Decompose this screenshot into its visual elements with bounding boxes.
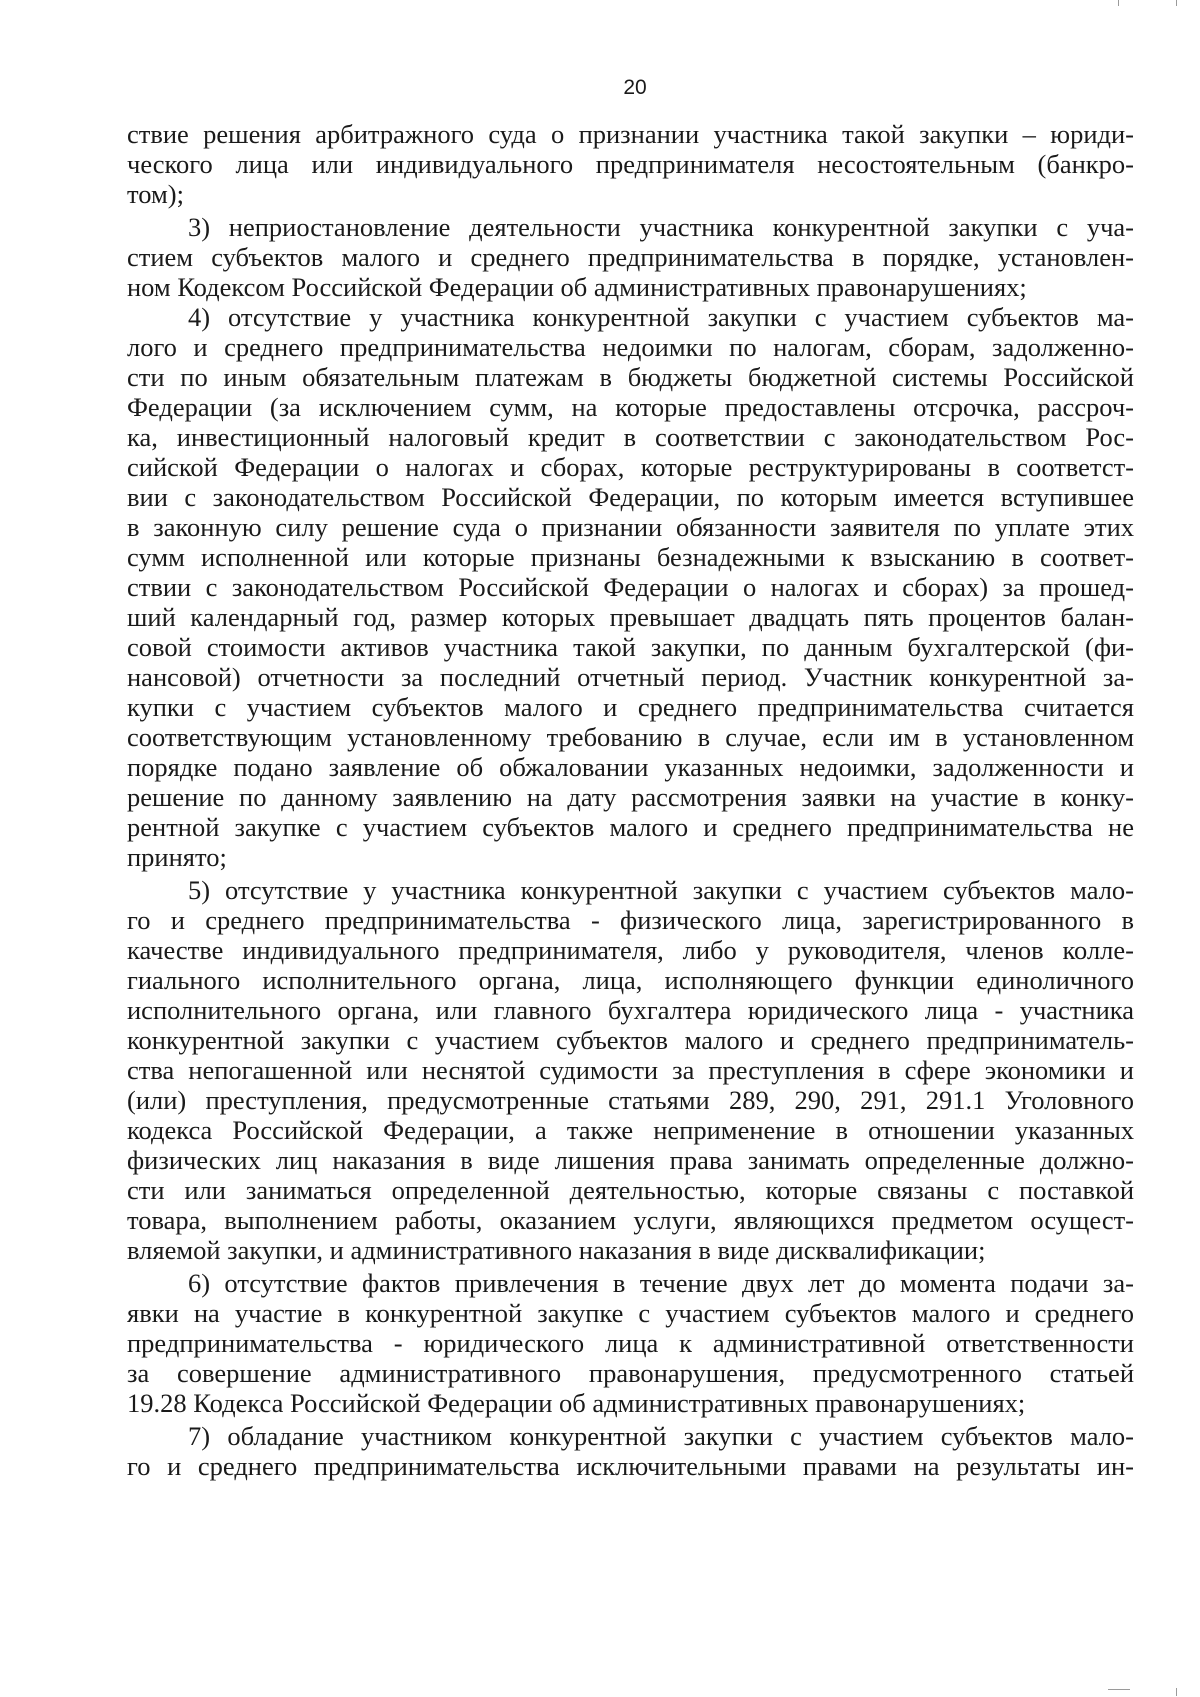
text-line: ном Кодексом Российской Федерации об административных правонарушениях; [127, 272, 1027, 302]
text-line: 6) отсутствие фактов привлечения в течение двух лет до момента подачи за- [188, 1268, 1134, 1298]
text-line: ка, инвестиционный налоговый кредит в соответствии с законодательством Рос- [127, 422, 1134, 452]
text-line: сти по иным обязательным платежам в бюджеты бюджетной системы Российской [127, 362, 1134, 392]
text-line: 4) отсутствие у участника конкурентной закупки с участием субъектов ма- [188, 302, 1134, 332]
text-line: 3) неприостановление деятельности участника конкурентной закупки с уча- [188, 212, 1134, 242]
text-line: вии с законодательством Российской Федерации, по которым имеется вступившее [127, 482, 1134, 512]
text-line: предпринимательства - юридического лица к административной ответственности [127, 1328, 1134, 1358]
text-line: в законную силу решение суда о признании обязанности заявителя по уплате этих [127, 512, 1134, 542]
text-line: стием субъектов малого и среднего предпринимательства в порядке, установлен- [127, 242, 1134, 272]
text-line: лого и среднего предпринимательства недоимки по налогам, сборам, задолженно- [127, 332, 1134, 362]
text-line: го и среднего предпринимательства - физического лица, зарегистрированного в [127, 905, 1134, 935]
text-line: порядке подано заявление об обжаловании указанных недоимки, задолженности и [127, 752, 1134, 782]
text-line: 19.28 Кодекса Российской Федерации об административных правонарушениях; [127, 1388, 1026, 1418]
text-line: решение по данному заявлению на дату рассмотрения заявки на участие в конку- [127, 782, 1134, 812]
text-line: вляемой закупки, и административного наказания в виде дисквалификации; [127, 1235, 986, 1265]
scan-artifact [1108, 1689, 1130, 1690]
text-line: сумм исполненной или которые признаны безнадежными к взысканию в соответ- [127, 542, 1134, 572]
text-line: качестве индивидуального предпринимателя, либо у руководителя, членов колле- [127, 935, 1134, 965]
text-line: сти или заниматься определенной деятельностью, которые связаны с поставкой [127, 1175, 1134, 1205]
text-line: совой стоимости активов участника такой закупки, по данным бухгалтерской (фи- [127, 632, 1134, 662]
text-line: физических лиц наказания в виде лишения права занимать определенные должно- [127, 1145, 1134, 1175]
scan-artifact [1118, 0, 1119, 6]
text-line: конкурентной закупки с участием субъектов малого и среднего предприниматель- [127, 1025, 1134, 1055]
text-line: го и среднего предпринимательства исключительными правами на результаты ин- [127, 1451, 1134, 1481]
text-line: рентной закупке с участием субъектов малого и среднего предпринимательства не [127, 812, 1134, 842]
text-line: за совершение административного правонарушения, предусмотренного статьей [127, 1358, 1134, 1388]
text-line: ствие решения арбитражного суда о признании участника такой закупки – юриди- [127, 119, 1134, 149]
text-line: 7) обладание участником конкурентной закупки с участием субъектов мало- [188, 1421, 1134, 1451]
text-line: явки на участие в конкурентной закупке с участием субъектов малого и среднего [127, 1298, 1134, 1328]
text-line: том); [127, 179, 184, 209]
text-line: ствии с законодательством Российской Федерации о налогах и сборах) за прошед- [127, 572, 1134, 602]
text-line: (или) преступления, предусмотренные статьями 289, 290, 291, 291.1 Уголовного [127, 1085, 1134, 1115]
text-line: купки с участием субъектов малого и среднего предпринимательства считается [127, 692, 1134, 722]
text-line: ства непогашенной или неснятой судимости за преступления в сфере экономики и [127, 1055, 1134, 1085]
text-line: гиального исполнительного органа, лица, исполняющего функции единоличного [127, 965, 1134, 995]
text-line: кодекса Российской Федерации, а также неприменение в отношении указанных [127, 1115, 1134, 1145]
text-line: 5) отсутствие у участника конкурентной закупки с участием субъектов мало- [188, 875, 1134, 905]
page-number: 20 [623, 76, 647, 99]
text-line: сийской Федерации о налогах и сборах, которые реструктурированы в соответст- [127, 452, 1134, 482]
text-line: принято; [127, 842, 227, 872]
text-line: нансовой) отчетности за последний отчетный период. Участник конкурентной за- [127, 662, 1134, 692]
scan-artifact [1176, 0, 1177, 6]
text-line: исполнительного органа, или главного бухгалтера юридического лица - участника [127, 995, 1134, 1025]
text-line: соответствующим установленному требованию в случае, если им в установленном [127, 722, 1134, 752]
text-line: ший календарный год, размер которых превышает двадцать пять процентов балан- [127, 602, 1134, 632]
text-line: ческого лица или индивидуального предпринимателя несостоятельным (банкро- [127, 149, 1134, 179]
text-line: Федерации (за исключением сумм, на которые предоставлены отсрочка, рассроч- [127, 392, 1134, 422]
scan-artifact [1176, 1688, 1177, 1696]
text-line: товара, выполнением работы, оказанием услуги, являющихся предметом осущест- [127, 1205, 1134, 1235]
